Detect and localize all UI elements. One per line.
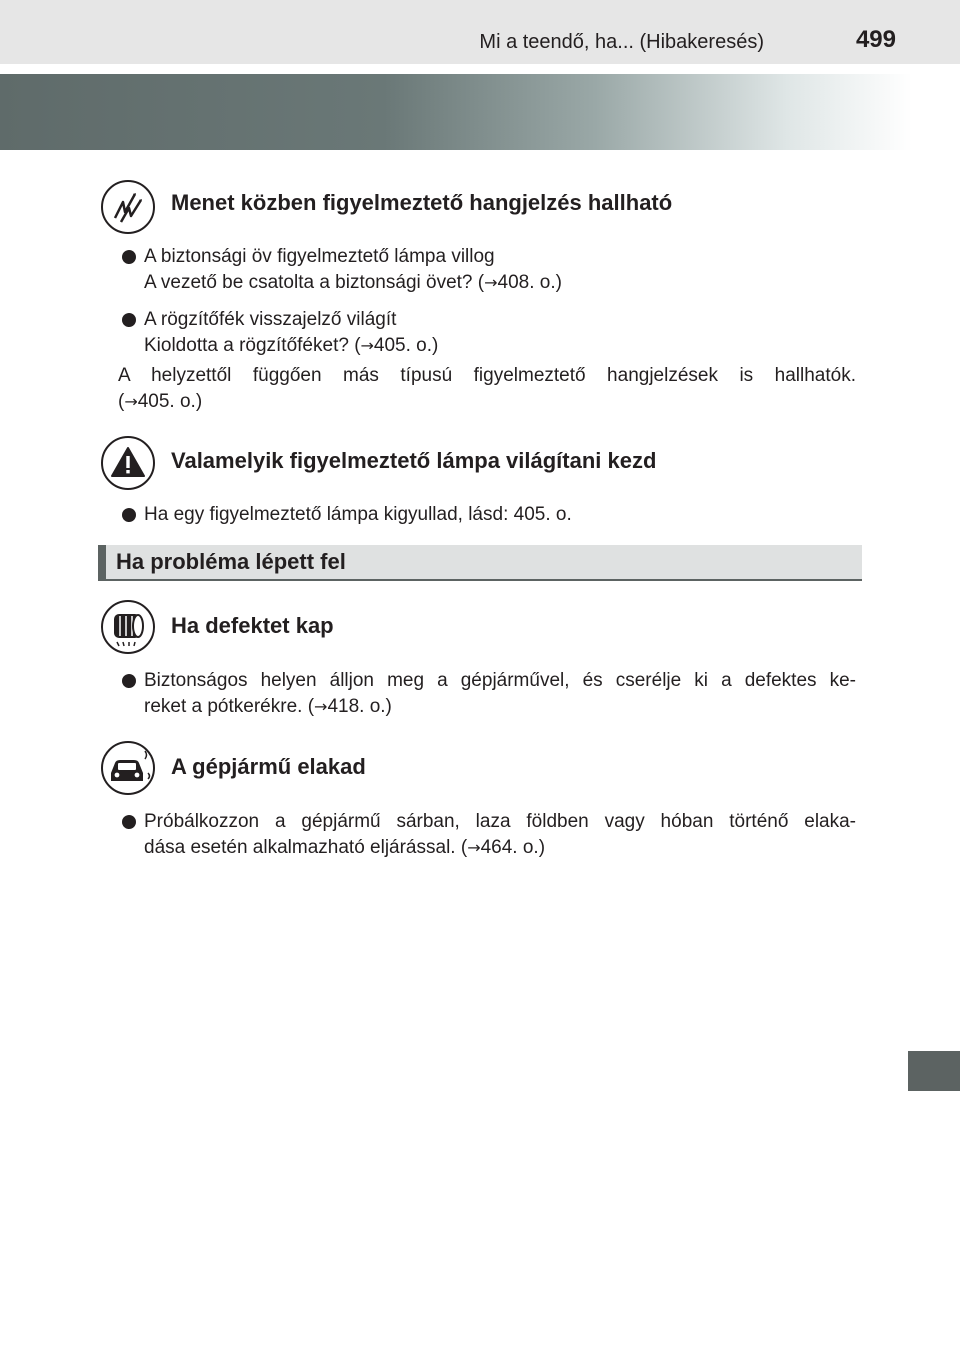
section-heading: Valamelyik figyelmeztető lámpa világítani kezd [171, 448, 657, 473]
bullet-dot [122, 815, 136, 829]
list-item-line: A rögzítőfék visszajelző világít [144, 309, 397, 330]
section-heading: Ha defektet kap [171, 613, 334, 638]
list-item-line [144, 270, 856, 296]
page-reference-link[interactable]: 464. o.) [480, 837, 546, 858]
arrow-icon: → [124, 392, 138, 411]
chapter-side-tab [908, 1051, 960, 1091]
chapter-banner [0, 74, 960, 150]
arrow-icon: → [467, 838, 481, 857]
section-title-bar [98, 545, 862, 581]
arrow-icon: → [360, 336, 374, 355]
note-line: A helyzettől függően más típusú figyelmeztető hangjelzések is hallhatók. [118, 365, 856, 386]
text-fragment: Kioldotta a rögzítőféket? ( [144, 335, 361, 356]
list-item [144, 809, 856, 861]
text-fragment: A vezető be csatolta a biztonsági övet? ( [144, 272, 485, 293]
page-number: 499 [855, 26, 896, 53]
page-reference-link[interactable]: 408. o.) [497, 272, 562, 293]
bullet-dot [122, 250, 136, 264]
section-title: Ha probléma lépett fel [116, 549, 346, 574]
list-item [144, 668, 856, 720]
header-title: Mi a teendő, ha... (Hibakeresés) [479, 31, 764, 53]
list-item: Ha egy figyelmeztető lámpa kigyullad, lásd: 405. o. [144, 504, 572, 525]
list-item-line [144, 694, 856, 720]
note-paragraph [118, 363, 856, 415]
arrow-icon: → [314, 697, 328, 716]
list-item-line [144, 333, 856, 359]
section-heading: A gépjármű elakad [171, 754, 366, 779]
page-reference-link[interactable]: 418. o.) [327, 696, 392, 717]
text-fragment: reket a pótkerékre. ( [144, 696, 315, 717]
list-item-line: Biztonságos helyen álljon meg a gépjárművel, és cserélje ki a defektes ke- [144, 670, 856, 691]
note-line [118, 389, 856, 415]
list-item-line: A biztonsági öv figyelmeztető lámpa villog [144, 246, 495, 267]
section-heading: Menet közben figyelmeztető hangjelzés hallható [171, 190, 673, 215]
page-reference-link[interactable]: 405. o.) [373, 335, 439, 356]
warning-triangle-icon [101, 436, 155, 490]
bullet-dot [122, 674, 136, 688]
text-fragment: dása esetén alkalmazható eljárással. ( [144, 837, 468, 858]
list-item-line: Próbálkozzon a gépjármű sárban, laza földben vagy hóban történő elaka- [144, 811, 856, 832]
page-reference-link[interactable]: 405. o.) [137, 391, 203, 412]
stuck-car-icon [101, 741, 155, 795]
flat-tire-icon [101, 600, 155, 654]
bullet-dot [122, 313, 136, 327]
list-item-line [144, 835, 856, 861]
warning-sound-icon [101, 180, 155, 234]
list-item [144, 307, 856, 359]
arrow-icon: → [484, 273, 498, 292]
list-item [144, 244, 856, 296]
text-fragment: ( [118, 391, 125, 412]
bullet-dot [122, 508, 136, 522]
